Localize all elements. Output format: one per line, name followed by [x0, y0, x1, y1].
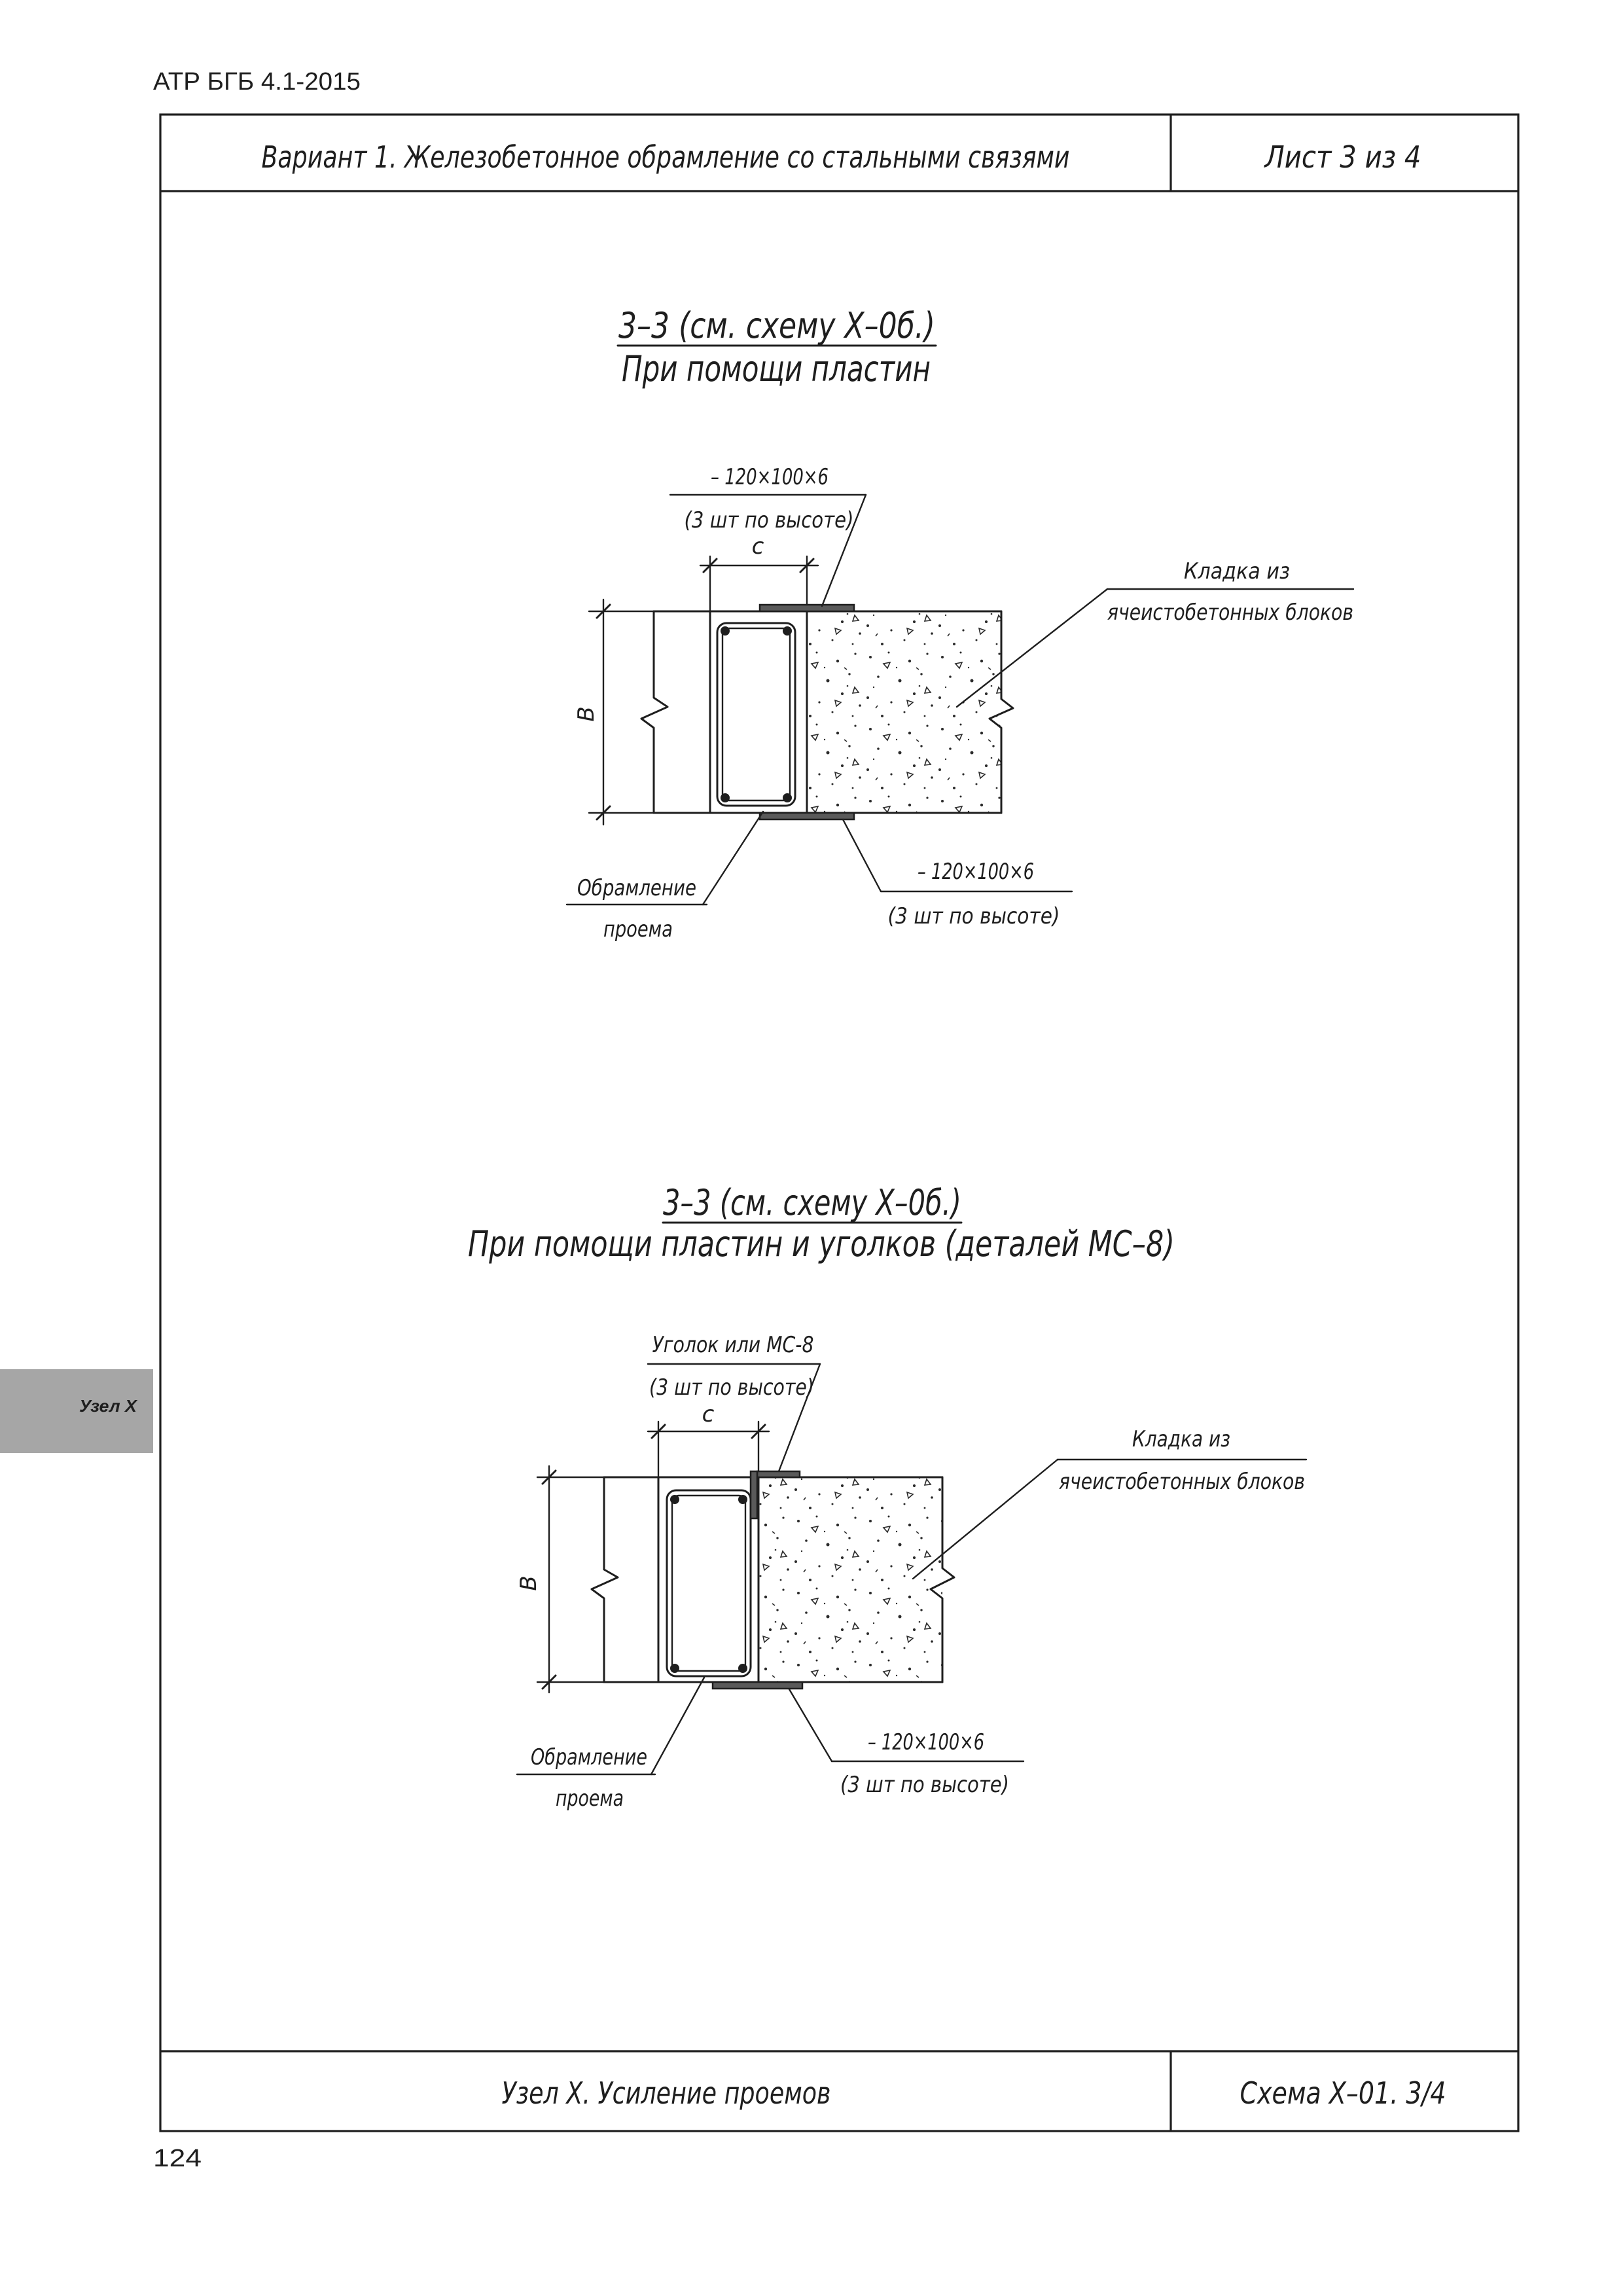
steel-plate-bottom: [760, 813, 854, 819]
rebar: [738, 1664, 747, 1673]
frame-callout-line2: проема: [556, 1785, 624, 1812]
steel-plate-bottom: [713, 1682, 802, 1689]
masonry-callout-line2: ячеистобетонных блоков: [1059, 1469, 1305, 1495]
leader-line: [651, 1677, 704, 1774]
rebar: [721, 793, 730, 802]
masonry-callout-line1: Кладка из: [1184, 558, 1290, 584]
leader-line: [789, 1689, 832, 1761]
top-plate-callout-qty: (3 шт по высоте): [684, 507, 854, 533]
width-dimension-label: с: [702, 1401, 715, 1427]
top-plate-callout-size: – 120×100×6: [711, 464, 829, 490]
section-subtitle: При помощи пластин и уголков (деталей МС–8): [468, 1223, 1175, 1265]
masonry-callout-line1: Кладка из: [1132, 1426, 1230, 1452]
side-tab-label: Узел Х: [79, 1396, 138, 1416]
frame-callout-line1: Обрамление: [577, 875, 696, 901]
bottom-plate-callout-qty: (3 шт по высоте): [887, 903, 1060, 929]
sheet-number: Лист 3 из 4: [1263, 139, 1421, 175]
frame-callout-line1: Обрамление: [531, 1744, 647, 1770]
bottom-plate-callout-size: – 120×100×6: [918, 859, 1034, 885]
steel-plate-top: [760, 605, 854, 611]
leader-line: [843, 819, 881, 891]
steel-angle-horizontal-leg: [757, 1471, 800, 1477]
left-break-line: [641, 611, 668, 813]
rebar: [783, 793, 792, 802]
running-header: АТР БГБ 4.1-2015: [153, 68, 361, 96]
rebar: [783, 626, 792, 636]
section-title: 3–3 (см. схему Х–0б.): [618, 305, 935, 346]
angle-callout-name: Уголок или МС-8: [652, 1332, 814, 1358]
bottom-plate-callout-qty: (3 шт по высоте): [840, 1772, 1009, 1798]
steel-angle-vertical-leg: [751, 1471, 757, 1518]
frame-border: [160, 115, 1518, 2131]
stirrup-outer: [667, 1490, 751, 1676]
stirrup-inner: [722, 628, 790, 800]
page-number: 124: [153, 2145, 202, 2172]
drawing-frame: [160, 115, 1518, 2131]
masonry-callout-line2: ячеистобетонных блоков: [1107, 600, 1353, 626]
side-tab: [0, 1369, 153, 1453]
scheme-code: Схема Х–01. 3/4: [1240, 2075, 1446, 2111]
section-subtitle: При помощи пластин: [622, 348, 931, 389]
aerated-block-masonry: [758, 1477, 942, 1682]
sheet-title: Вариант 1. Железобетонное обрамление со стальными связями: [261, 139, 1070, 175]
frame-callout-line2: проема: [603, 916, 673, 942]
aerated-block-masonry: [807, 611, 1001, 813]
height-dimension-label: В: [516, 1575, 542, 1591]
bottom-plate-callout-size: – 120×100×6: [868, 1729, 984, 1755]
section-title: 3–3 (см. схему Х–0б.): [663, 1182, 961, 1223]
width-dimension-label: с: [751, 533, 764, 560]
left-break-line: [592, 1477, 618, 1682]
stirrup-inner: [672, 1496, 745, 1671]
drawing-2: [468, 1182, 1306, 1812]
rebar: [738, 1495, 747, 1504]
rebar: [670, 1664, 679, 1673]
angle-callout-qty: (3 шт по высоте): [649, 1374, 814, 1401]
stirrup-outer: [717, 623, 795, 806]
drawing-1: [567, 305, 1353, 942]
leader-line: [703, 812, 763, 905]
footer-title: Узел Х. Усиление проемов: [501, 2075, 831, 2111]
rebar: [721, 626, 730, 636]
rebar: [670, 1495, 679, 1504]
height-dimension-label: В: [573, 706, 599, 722]
